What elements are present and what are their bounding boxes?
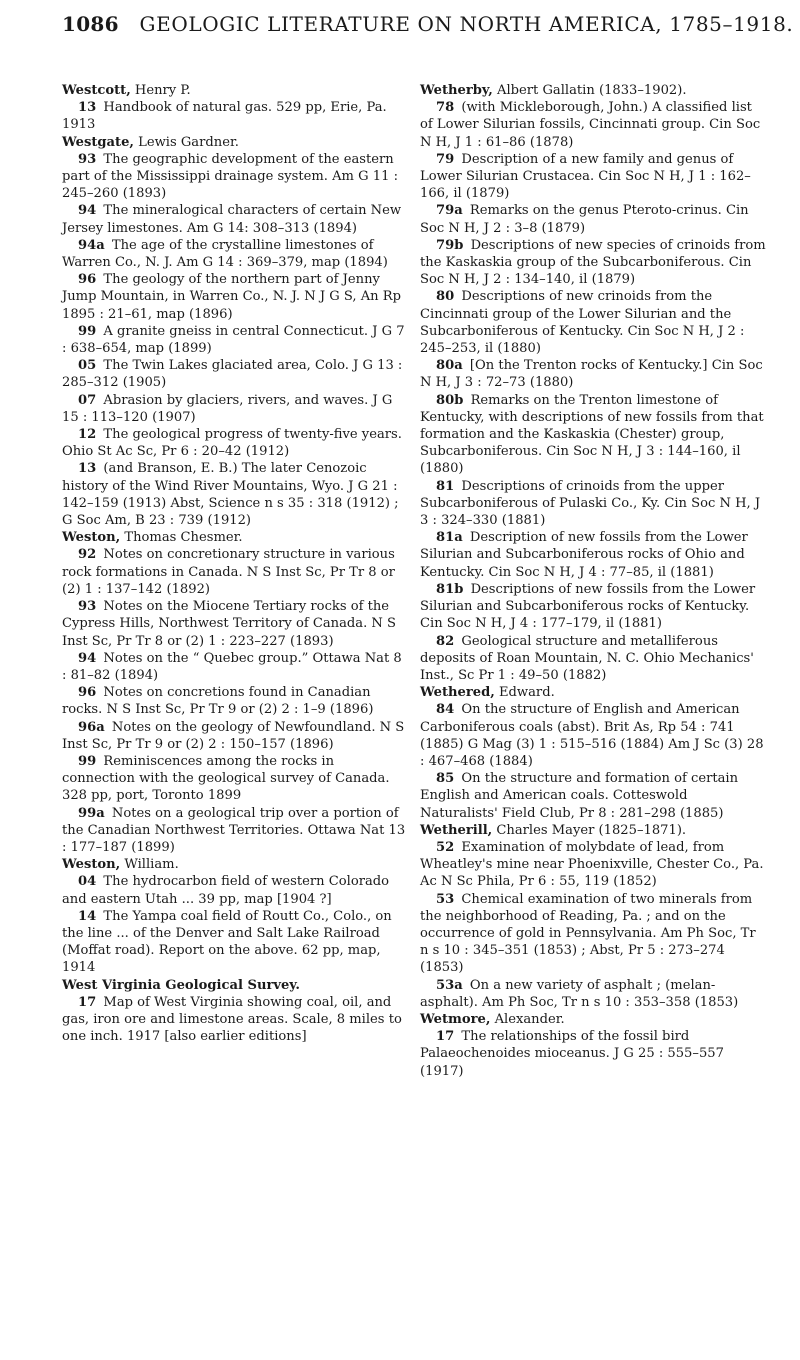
entry-text: Notes on a geological trip over a portion of the Canadian Northwest Territories. Ottawa Nat 13 : 177–187 (1899)	[62, 805, 406, 855]
entry-number: 94a	[78, 237, 105, 253]
entry-text: [On the Trenton rocks of Kentucky.] Cin Soc N H, J 3 : 72–73 (1880)	[420, 358, 763, 391]
entry-text: (with Mickleborough, John.) A classified list of Lower Silurian fossils, Cincinnati group. Cin Soc N H, J 1 : 61–86 (1878)	[420, 100, 761, 150]
entry-number: 53a	[436, 977, 463, 993]
entry-text: Descriptions of crinoids from the upper Subcarboniferous of Pulaski Co., Ky. Cin Soc N H, J 3 : 324–330 (1881)	[420, 478, 761, 529]
bibliography-entry	[420, 237, 767, 289]
entry-text: Map of West Virginia showing coal, oil, and gas, iron ore and limestone areas. Scale, 8 miles to one inch. 1917 [also earlier editions]	[62, 994, 402, 1045]
entry-number: 80a	[436, 358, 463, 374]
entry-number: 04	[78, 874, 97, 890]
author-name: Wetmore,	[420, 1011, 491, 1027]
bibliography-entry	[62, 426, 409, 460]
entry-number: 14	[78, 908, 97, 924]
bibliography-entry	[420, 1028, 767, 1080]
author-heading	[420, 1011, 767, 1028]
entry-number: 80b	[436, 392, 464, 408]
bibliography-entry	[62, 99, 409, 133]
entry-text: The geology of the northern part of Jenny Jump Mountain, in Warren Co., N. J. N J G S, An Rp 1895 : 21–61, map (1896)	[62, 272, 402, 322]
entry-text: Geological structure and metalliferous deposits of Roan Mountain, N. C. Ohio Mechanics' Inst., Sc Pr 1 : 49–50 (1882)	[420, 633, 754, 683]
author-name: Wethered,	[420, 685, 495, 701]
entry-text: The hydrocarbon field of western Colorado and eastern Utah ... 39 pp, map [1904 ?]	[62, 874, 390, 907]
author-name: Westgate,	[62, 134, 134, 150]
entry-text: The age of the crystalline limestones of Warren Co., N. J. Am G 14 : 369–379, map (1894)	[62, 237, 388, 271]
entry-number: 13	[78, 100, 97, 116]
bibliography-entry	[420, 770, 767, 822]
entry-number: 79	[436, 151, 455, 167]
entry-number: 17	[436, 1029, 455, 1045]
author-details: Edward.	[494, 685, 555, 701]
entry-number: 99	[78, 323, 97, 339]
entry-number: 81	[436, 478, 455, 494]
entry-number: 85	[436, 771, 455, 787]
entry-number: 96	[78, 272, 97, 288]
author-heading	[62, 977, 409, 994]
bibliography-entry	[62, 719, 409, 753]
bibliography-entry	[62, 805, 409, 857]
bibliography-entry	[62, 546, 409, 598]
bibliography-entry	[62, 202, 409, 236]
entry-number: 99	[78, 753, 97, 769]
author-name: Weston,	[62, 530, 121, 546]
entry-number: 81a	[436, 530, 463, 546]
entry-text: A granite gneiss in central Connecticut. J G 7 : 638–654, map (1899)	[62, 323, 405, 357]
left-column	[62, 82, 409, 1045]
entry-text: Abrasion by glaciers, rivers, and waves. J G 15 : 113–120 (1907)	[62, 392, 393, 425]
entry-text: Descriptions of new crinoids from the Cincinnati group of the Lower Silurian and the Subcarboniferous of Kentucky. Cin Soc N H, J 2 : 245–253, il (1880)	[420, 289, 745, 357]
entry-text: The Twin Lakes glaciated area, Colo. J G 13 : 285–312 (1905)	[62, 358, 403, 391]
author-heading	[62, 82, 409, 99]
entry-text: On a new variety of asphalt ; (melan-asphalt). Am Ph Soc, Tr n s 10 : 353–358 (1853)	[420, 977, 739, 1010]
author-heading	[420, 684, 767, 701]
entry-number: 99a	[78, 805, 105, 821]
entry-number: 81b	[436, 581, 464, 597]
bibliography-entry	[420, 839, 767, 891]
entry-text: The relationships of the fossil bird Palaeochenoides mioceanus. J G 25 : 555–557 (1917)	[420, 1029, 724, 1079]
author-name: Westcott,	[62, 83, 131, 98]
bibliography-entry	[62, 684, 409, 718]
author-heading	[420, 82, 767, 99]
entry-number: 07	[78, 392, 97, 408]
bibliography-entry	[62, 753, 409, 805]
bibliography-entry	[420, 633, 767, 685]
entry-number: 13	[78, 461, 97, 477]
bibliography-entry	[420, 392, 767, 478]
author-heading	[62, 134, 409, 151]
entry-text: Descriptions of new fossils from the Lower Silurian and Subcarboniferous rocks of Kentucky. Cin Soc N H, J 4 : 177–179, il (1881)	[420, 581, 756, 632]
author-details: Charles Mayer (1825–1871).	[492, 822, 687, 838]
entry-text: Examination of molybdate of lead, from Wheatley's mine near Phoenixville, Chester Co., Pa. Ac N Sc Phila, Pr 6 : 55, 119 (1852)	[420, 839, 764, 890]
entry-text: Description of new fossils from the Lower Silurian and Subcarboniferous rocks of Ohio and Kentucky. Cin Soc N H, J 4 : 77–85, il (1881)	[420, 530, 748, 580]
entry-text: Description of a new family and genus of Lower Silurian Crustacea. Cin Soc N H, J 1 : 162–166, il (1879)	[420, 151, 751, 202]
entry-text: On the structure and formation of certain English and American coals. Cotteswold Naturalists' Field Club, Pr 8 : 281–298 (1885)	[420, 771, 739, 821]
bibliography-entry	[420, 202, 767, 236]
entry-text: Remarks on the Trenton limestone of Kentucky, with descriptions of new fossils from that formation and the Kaskaskia (Chester) group, Subcarboniferous. Cin Soc N H, J 3 : 144–160, il (1880)	[420, 392, 764, 477]
entry-text: Reminiscences among the rocks in connection with the geological survey of Canada. 328 pp, port, Toronto 1899	[62, 753, 390, 804]
entry-text: Chemical examination of two minerals from the neighborhood of Reading, Pa. ; and on the occurrence of gold in Pennsylvania. Am Ph Soc, Tr n s 10 : 345–351 (1853) ; Abst, Pr 5 : 273–274 (1853)	[420, 891, 756, 976]
author-heading	[420, 822, 767, 839]
bibliography-entry	[420, 478, 767, 530]
bibliography-entry	[62, 460, 409, 529]
entry-number: 93	[78, 151, 97, 167]
entry-number: 17	[78, 994, 97, 1010]
entry-number: 94	[78, 650, 97, 666]
bibliography-entry	[420, 99, 767, 151]
bibliography-entry	[62, 151, 409, 203]
author-name: Weston,	[62, 857, 121, 873]
entry-text: Notes on concretions found in Canadian rocks. N S Inst Sc, Pr Tr 9 or (2) 2 : 1–9 (1896)	[62, 685, 374, 718]
bibliography-entry	[420, 151, 767, 203]
entry-number: 96a	[78, 719, 105, 735]
page-number: 1086	[62, 12, 119, 36]
entry-text: The mineralogical characters of certain New Jersey limestones. Am G 14: 308–313 (1894)	[62, 203, 402, 236]
author-name: West Virginia Geological Survey.	[62, 977, 300, 993]
entry-number: 94	[78, 203, 97, 219]
author-heading	[62, 856, 409, 873]
entry-text: (and Branson, E. B.) The later Cenozoic history of the Wind River Mountains, Wyo. J G 21 : 142–159 (1913) Abst, Science n s 35 : 318 (1912) ; G Soc Am, B 23 : 739 (1912)	[62, 461, 399, 529]
bibliography-entry	[420, 529, 767, 581]
entry-number: 92	[78, 547, 97, 563]
bibliography-entry	[62, 994, 409, 1046]
entry-text: Handbook of natural gas. 529 pp, Erie, Pa. 1913	[62, 100, 387, 133]
author-name: Wetherill,	[420, 822, 493, 838]
bibliography-entry	[420, 701, 767, 770]
author-details: William.	[120, 857, 179, 873]
entry-text: The geological progress of twenty-five years. Ohio St Ac Sc, Pr 6 : 20–42 (1912)	[62, 427, 402, 460]
entry-text: On the structure of English and American Carboniferous coals (abst). Brit As, Rp 54 : 741 (1885) G Mag (3) 1 : 515–516 (1884) Am J Sc (3) 28 : 467–468 (1884)	[420, 702, 764, 769]
entry-number: 79a	[436, 203, 463, 219]
author-details: Lewis Gardner.	[133, 134, 239, 150]
author-name: Wetherby,	[420, 83, 493, 98]
entry-number: 93	[78, 599, 97, 615]
page-title: GEOLOGIC LITERATURE ON NORTH AMERICA, 1785–1918.	[139, 12, 794, 36]
bibliography-entry	[420, 288, 767, 357]
bibliography-entry	[420, 357, 767, 391]
entry-text: Notes on the “ Quebec group.” Ottawa Nat 8 : 81–82 (1894)	[62, 650, 402, 683]
entry-text: The geographic development of the eastern part of the Mississippi drainage system. Am G 11 : 245–260 (1893)	[62, 151, 398, 202]
entry-number: 82	[436, 633, 455, 649]
entry-number: 12	[78, 427, 97, 443]
entry-number: 05	[78, 358, 97, 374]
author-details: Thomas Chesmer.	[120, 530, 243, 546]
entry-text: The Yampa coal field of Routt Co., Colo., on the line ... of the Denver and Salt Lake Railroad (Moffat road). Report on the above. 62 pp, map, 1914	[62, 908, 392, 976]
bibliography-entry	[62, 271, 409, 323]
entry-text: Notes on the geology of Newfoundland. N S Inst Sc, Pr Tr 9 or (2) 2 : 150–157 (1896)	[62, 719, 405, 752]
right-column	[420, 82, 767, 1080]
bibliography-entry	[62, 237, 409, 271]
bibliography-entry	[62, 650, 409, 684]
page-header	[62, 12, 794, 36]
entry-text: Notes on concretionary structure in various rock formations in Canada. N S Inst Sc, Pr Tr 8 or (2) 1 : 137–142 (1892)	[62, 547, 395, 597]
bibliography-entry	[420, 977, 767, 1011]
entry-number: 80	[436, 289, 455, 305]
author-heading	[62, 529, 409, 546]
bibliography-entry	[420, 581, 767, 633]
author-details: Alexander.	[490, 1011, 565, 1027]
bibliography-entry	[62, 392, 409, 426]
entry-number: 84	[436, 702, 455, 718]
entry-text: Descriptions of new species of crinoids from the Kaskaskia group of the Subcarboniferous. Cin Soc N H, J 2 : 134–140, il (1879)	[420, 237, 766, 288]
entry-number: 96	[78, 685, 97, 701]
bibliography-entry	[62, 908, 409, 977]
entry-text: Notes on the Miocene Tertiary rocks of the Cypress Hills, Northwest Territory of Canada. N S Inst Sc, Pr Tr 8 or (2) 1 : 223–227 (1893)	[62, 599, 397, 649]
bibliography-entry	[62, 873, 409, 907]
entry-number: 52	[436, 839, 455, 855]
entry-text: Remarks on the genus Pteroto-crinus. Cin Soc N H, J 2 : 3–8 (1879)	[420, 203, 749, 236]
author-details: Henry P.	[130, 83, 191, 98]
entry-number: 53	[436, 891, 455, 907]
bibliography-entry	[62, 598, 409, 650]
bibliography-entry	[420, 891, 767, 977]
bibliography-entry	[62, 323, 409, 357]
author-details: Albert Gallatin (1833–1902).	[492, 83, 687, 98]
entry-number: 79b	[436, 237, 464, 253]
entry-number: 78	[436, 100, 455, 116]
bibliography-entry	[62, 357, 409, 391]
